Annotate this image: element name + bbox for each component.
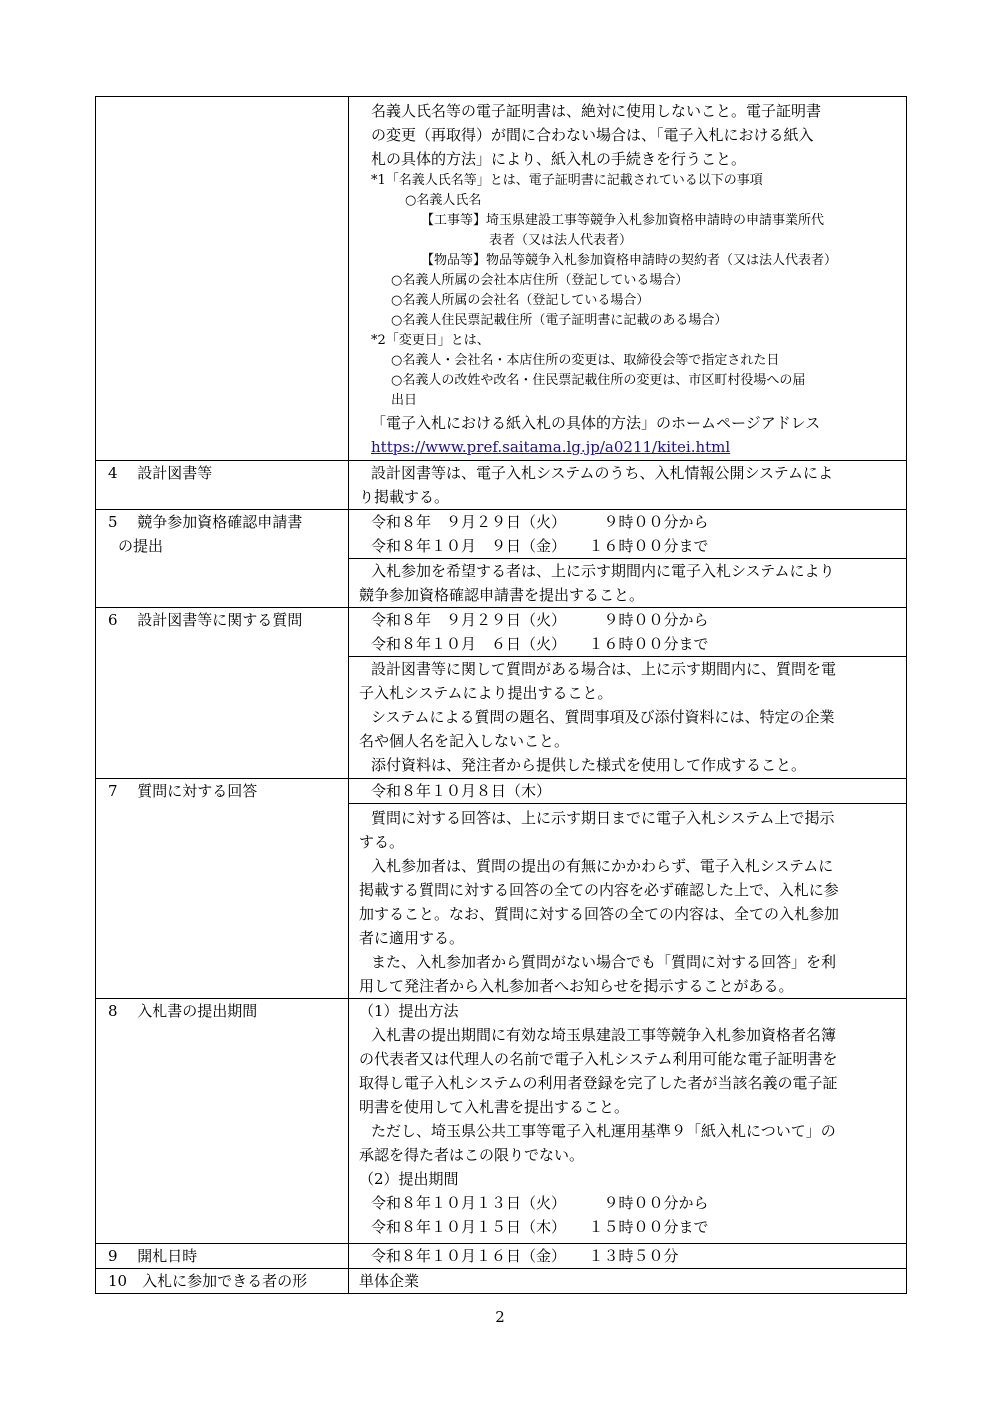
table-row-continuation bbox=[96, 97, 907, 461]
content-line: り掲載する。 bbox=[359, 488, 450, 506]
table-row-bid-submission bbox=[96, 999, 907, 1244]
homepage-url-line bbox=[349, 435, 906, 459]
row-content bbox=[349, 657, 907, 779]
content-line: ただし、埼玉県公共工事等電子入札運用基準９「紙入札について」の bbox=[371, 1122, 836, 1140]
tender-info-table bbox=[95, 96, 907, 1294]
table-row-questions-period bbox=[96, 608, 907, 657]
content-line: 取得し電子入札システムの利用者登録を完了した者が当該名義の電子証 bbox=[359, 1074, 838, 1092]
content-line: 質問に対する回答は、上に示す期日までに電子入札システム上で掲示 bbox=[371, 809, 835, 827]
content-line: 設計図書等は、電子入札システムのうち、入札情報公開システムによ bbox=[371, 464, 834, 482]
note-line: 【物品等】物品等競争入札参加資格申請時の契約者（又は法人代表者） bbox=[421, 253, 838, 268]
row-label-text: 8 入札書の提出期間 bbox=[108, 1002, 258, 1020]
row-content bbox=[349, 559, 907, 608]
row-period bbox=[349, 510, 907, 559]
table-row-application-submission bbox=[96, 510, 907, 559]
row-label-text: 5 競争参加資格確認申請書 bbox=[108, 513, 303, 531]
row-label-text: 7 質問に対する回答 bbox=[108, 782, 258, 800]
content-line: 設計図書等に関して質問がある場合は、上に示す期間内に、質問を電 bbox=[371, 660, 837, 678]
row-content bbox=[349, 461, 907, 510]
content-line: 単体企業 bbox=[359, 1272, 420, 1290]
homepage-url-link[interactable]: https://www.pref.saitama.lg.jp/a0211/kitei.html bbox=[371, 438, 731, 456]
content-line: 用して発注者から入札参加者へお知らせを掲示することがある。 bbox=[359, 977, 794, 995]
content-line: 入札参加者は、質問の提出の有無にかかわらず、電子入札システムに bbox=[371, 857, 834, 875]
period-line: 令和８年１０月 ６日（火） １６時００分まで bbox=[371, 635, 709, 653]
period-line: 令和８年１０月１３日（火） ９時００分から bbox=[371, 1194, 709, 1212]
note-line: *2「変更日」とは、 bbox=[371, 333, 490, 348]
row-label bbox=[96, 1244, 349, 1269]
row-period bbox=[349, 608, 907, 657]
note-line: 出日 bbox=[391, 393, 418, 408]
content-line: 入札参加を希望する者は、上に示す期間内に電子入札システムにより bbox=[371, 562, 835, 580]
note-line: ○名義人・会社名・本店住所の変更は、取締役会等で指定された日 bbox=[391, 353, 780, 368]
note-line: ○名義人所属の会社本店住所（登記している場合） bbox=[391, 273, 689, 288]
content-line: 令和８年１０月１６日（金） １３時５０分 bbox=[371, 1247, 679, 1265]
row-label bbox=[96, 510, 349, 608]
row-label bbox=[96, 461, 349, 510]
row-period bbox=[349, 779, 907, 804]
note-line: ○名義人所属の会社名（登記している場合） bbox=[391, 293, 650, 308]
row-label-text: 9 開札日時 bbox=[108, 1247, 198, 1265]
period-line: 令和８年 ９月２９日（火） ９時００分から bbox=[371, 513, 709, 531]
period-line: 令和８年１０月８日（木） bbox=[371, 782, 552, 800]
table-row-eligible-form bbox=[96, 1269, 907, 1294]
row-label-text: 4 設計図書等 bbox=[108, 464, 213, 482]
note-line: ○名義人氏名 bbox=[405, 193, 482, 208]
row-label-text: 6 設計図書等に関する質問 bbox=[108, 611, 303, 629]
content-line: 入札書の提出期間に有効な埼玉県建設工事等競争入札参加資格者名簿 bbox=[371, 1026, 837, 1044]
row-label-empty bbox=[96, 97, 349, 461]
homepage-label: 「電子入札における紙入札の具体的方法」のホームページアドレス bbox=[371, 414, 821, 432]
table-row-answers-date bbox=[96, 779, 907, 804]
content-line: 掲載する質問に対する回答の全ての内容を必ず確認した上で、入札に参 bbox=[359, 881, 839, 899]
content-line: の変更（再取得）が間に合わない場合は、「電子入札における紙入 bbox=[371, 126, 814, 144]
page-number: 2 bbox=[495, 1308, 505, 1326]
content-line: する。 bbox=[359, 833, 405, 851]
content-line: 者に適用する。 bbox=[359, 929, 465, 947]
row-label-text: 10 入札に参加できる者の形 bbox=[108, 1272, 308, 1290]
content-line: の代表者又は代理人の名前で電子入札システム利用可能な電子証明書を bbox=[359, 1050, 838, 1068]
row-content bbox=[349, 804, 907, 999]
period-line: 令和８年 ９月２９日（火） ９時００分から bbox=[371, 611, 709, 629]
content-line: （1）提出方法 bbox=[359, 1002, 459, 1020]
row-content-certificate-notes bbox=[349, 97, 907, 461]
row-label bbox=[96, 608, 349, 779]
note-line: *1「名義人氏名等」とは、電子証明書に記載されている以下の事項 bbox=[371, 173, 763, 188]
content-line: 札の具体的方法」により、紙入札の手続きを行うこと。 bbox=[371, 150, 747, 168]
row-content bbox=[349, 1269, 907, 1294]
content-line: 名義人氏名等の電子証明書は、絶対に使用しないこと。電子証明書 bbox=[371, 102, 822, 120]
content-line: （2）提出期間 bbox=[359, 1170, 459, 1188]
period-line: 令和８年１０月１５日（木） １５時００分まで bbox=[371, 1218, 709, 1236]
content-line: 名や個人名を記入しないこと。 bbox=[359, 732, 570, 750]
table-row-design-documents bbox=[96, 461, 907, 510]
table-row-opening-date bbox=[96, 1244, 907, 1269]
content-line: また、入札参加者から質問がない場合でも「質問に対する回答」を利 bbox=[371, 953, 837, 971]
row-label bbox=[96, 999, 349, 1244]
row-content bbox=[349, 999, 907, 1244]
note-line: ○名義人の改姓や改名・住民票記載住所の変更は、市区町村役場への届 bbox=[391, 373, 806, 388]
content-line: 加すること。なお、質問に対する回答の全ての内容は、全ての入札参加 bbox=[359, 905, 840, 923]
note-line: 表者（又は法人代表者） bbox=[489, 233, 633, 248]
row-label bbox=[96, 779, 349, 999]
content-line: システムによる質問の題名、質問事項及び添付資料には、特定の企業 bbox=[371, 708, 835, 726]
content-line: 承認を得た者はこの限りでない。 bbox=[359, 1146, 585, 1164]
note-line: 【工事等】埼玉県建設工事等競争入札参加資格申請時の申請事業所代 bbox=[421, 213, 825, 228]
row-label-text: の提出 bbox=[118, 537, 164, 555]
content-line: 添付資料は、発注者から提供した様式を使用して作成すること。 bbox=[371, 756, 807, 774]
row-label bbox=[96, 1269, 349, 1294]
row-content bbox=[349, 1244, 907, 1269]
content-line: 明書を使用して入札書を提出すること。 bbox=[359, 1098, 630, 1116]
note-line: ○名義人住民票記載住所（電子証明書に記載のある場合） bbox=[391, 313, 728, 328]
content-line: 子入札システムにより提出すること。 bbox=[359, 684, 613, 702]
content-line: 競争参加資格確認申請書を提出すること。 bbox=[359, 586, 645, 604]
period-line: 令和８年１０月 ９日（金） １６時００分まで bbox=[371, 537, 709, 555]
